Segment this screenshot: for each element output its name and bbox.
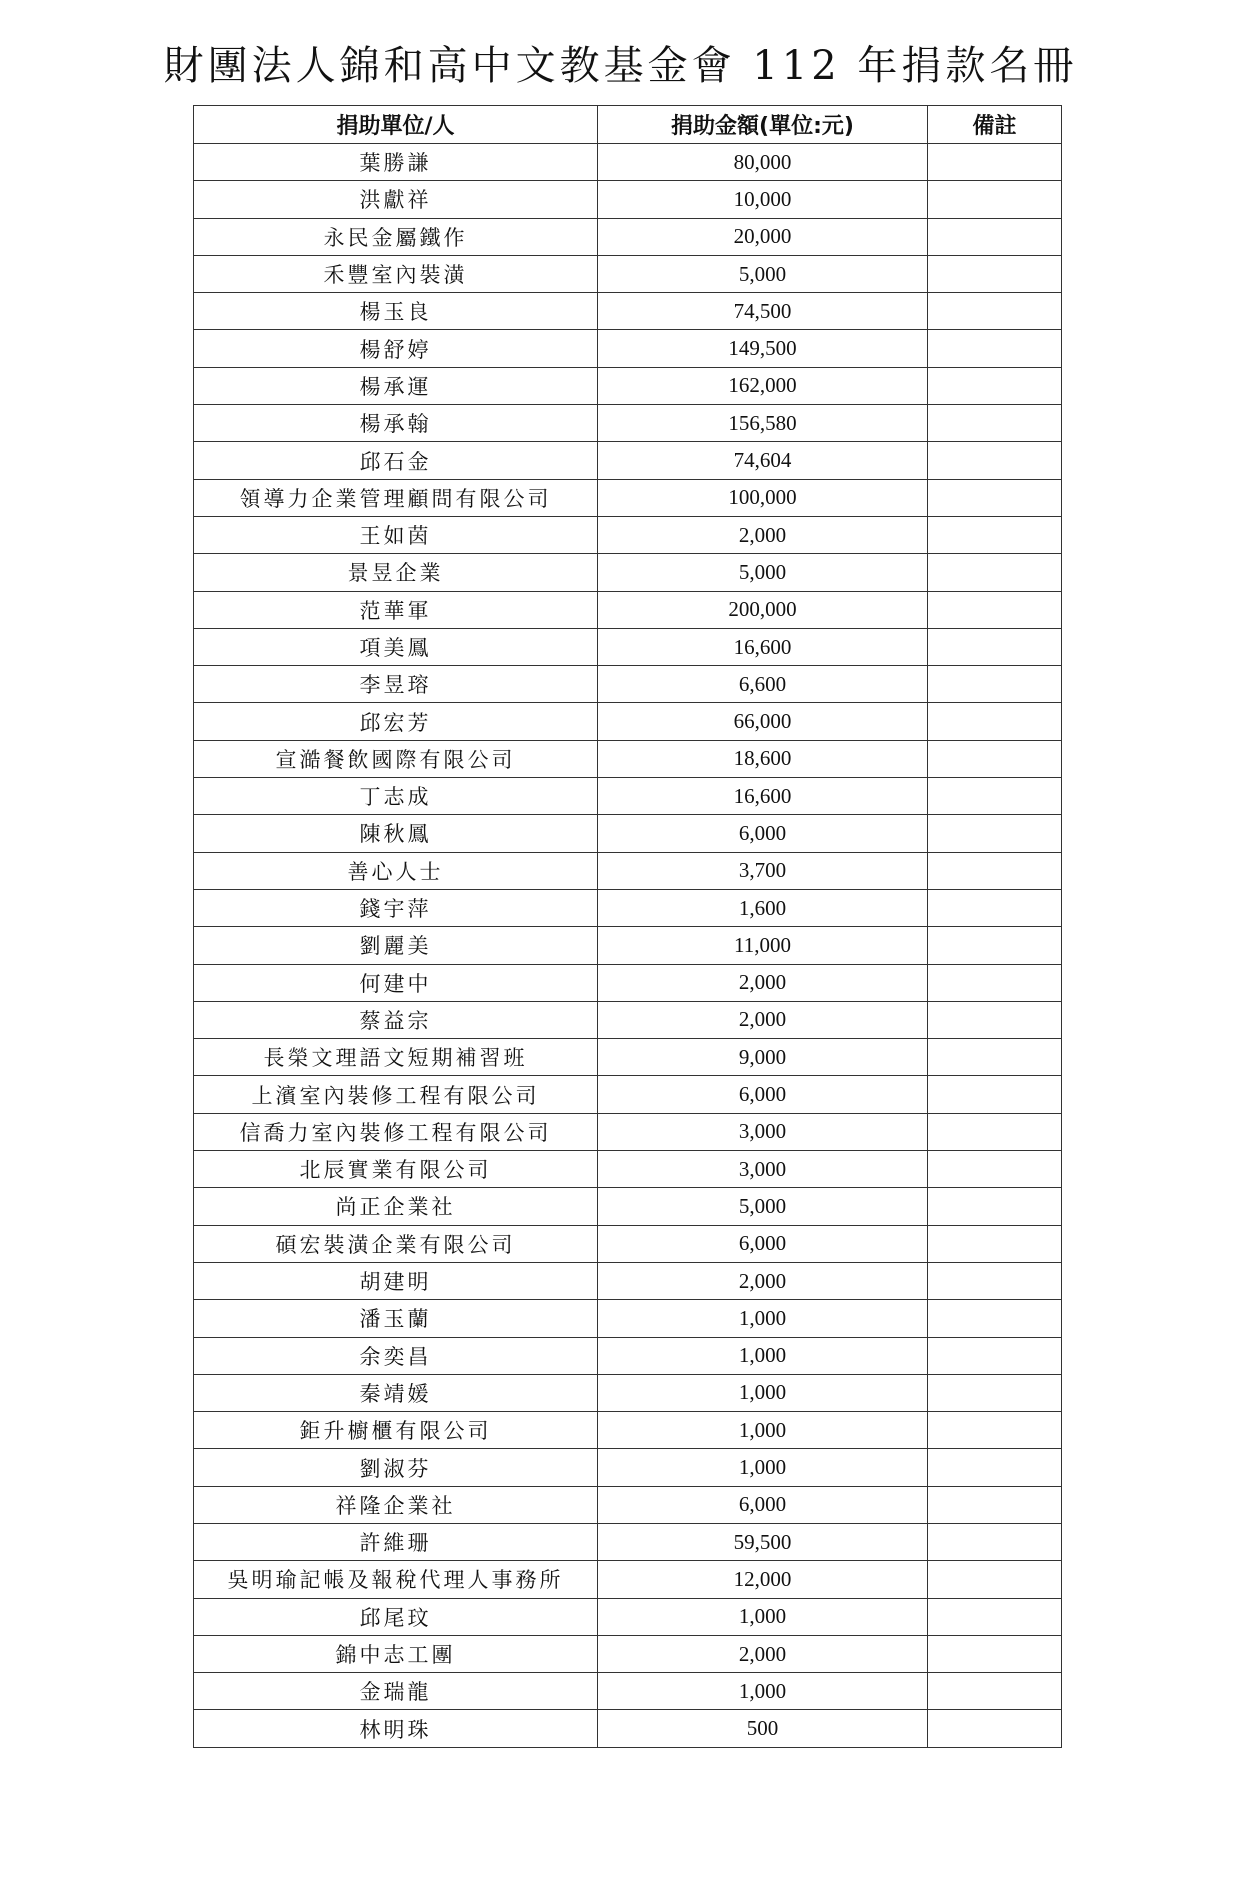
document-title: 財團法人錦和高中文教基金會 112 年捐款名冊	[163, 43, 1078, 89]
amount-cell: 1,600	[598, 889, 928, 926]
note-cell	[928, 1001, 1062, 1038]
note-cell	[928, 666, 1062, 703]
note-cell	[928, 479, 1062, 516]
table-row	[194, 554, 1062, 591]
header-note: 備註	[928, 106, 1062, 144]
amount-cell: 3,700	[598, 852, 928, 889]
table-row	[194, 1412, 1062, 1449]
note-cell	[928, 1635, 1062, 1672]
table-row	[194, 1151, 1062, 1188]
amount-cell: 74,500	[598, 293, 928, 330]
donor-cell: 范華軍	[194, 591, 598, 628]
note-cell	[928, 255, 1062, 292]
note-cell	[928, 405, 1062, 442]
table-row	[194, 964, 1062, 1001]
table-row	[194, 889, 1062, 926]
table-row	[194, 367, 1062, 404]
table-row	[194, 703, 1062, 740]
donor-cell: 吳明瑜記帳及報稅代理人事務所	[194, 1561, 598, 1598]
note-cell	[928, 778, 1062, 815]
donor-cell: 丁志成	[194, 778, 598, 815]
donor-cell: 葉勝謙	[194, 144, 598, 181]
note-cell	[928, 1225, 1062, 1262]
donor-cell: 景昱企業	[194, 554, 598, 591]
note-cell	[928, 1076, 1062, 1113]
amount-cell: 3,000	[598, 1113, 928, 1150]
donor-cell: 領導力企業管理顧問有限公司	[194, 479, 598, 516]
amount-cell: 2,000	[598, 1001, 928, 1038]
donor-cell: 劉淑芬	[194, 1449, 598, 1486]
amount-cell: 6,600	[598, 666, 928, 703]
donor-cell: 許維珊	[194, 1523, 598, 1560]
donor-cell: 信喬力室內裝修工程有限公司	[194, 1113, 598, 1150]
amount-cell: 162,000	[598, 367, 928, 404]
amount-cell: 156,580	[598, 405, 928, 442]
amount-cell: 18,600	[598, 740, 928, 777]
donor-cell: 長榮文理語文短期補習班	[194, 1039, 598, 1076]
table-row	[194, 1635, 1062, 1672]
note-cell	[928, 218, 1062, 255]
amount-cell: 66,000	[598, 703, 928, 740]
donor-cell: 禾豐室內裝潢	[194, 255, 598, 292]
note-cell	[928, 1188, 1062, 1225]
amount-cell: 2,000	[598, 1262, 928, 1299]
note-cell	[928, 330, 1062, 367]
donor-cell: 邱宏芳	[194, 703, 598, 740]
note-cell	[928, 1039, 1062, 1076]
amount-cell: 10,000	[598, 181, 928, 218]
amount-cell: 1,000	[598, 1449, 928, 1486]
donor-cell: 陳秋鳳	[194, 815, 598, 852]
donor-cell: 劉麗美	[194, 927, 598, 964]
amount-cell: 1,000	[598, 1374, 928, 1411]
donor-cell: 錢宇萍	[194, 889, 598, 926]
donor-cell: 王如茵	[194, 516, 598, 553]
table-row	[194, 1188, 1062, 1225]
table-row	[194, 1673, 1062, 1710]
header-donor: 捐助單位/人	[194, 106, 598, 144]
donor-cell: 永民金屬鐵作	[194, 218, 598, 255]
note-cell	[928, 144, 1062, 181]
amount-cell: 2,000	[598, 1635, 928, 1672]
amount-cell: 11,000	[598, 927, 928, 964]
donor-cell: 何建中	[194, 964, 598, 1001]
table-row	[194, 740, 1062, 777]
note-cell	[928, 1710, 1062, 1747]
table-row	[194, 181, 1062, 218]
note-cell	[928, 293, 1062, 330]
donor-cell: 錦中志工團	[194, 1635, 598, 1672]
donor-cell: 宣澔餐飲國際有限公司	[194, 740, 598, 777]
note-cell	[928, 889, 1062, 926]
donation-table	[193, 105, 1062, 1748]
amount-cell: 59,500	[598, 1523, 928, 1560]
donor-cell: 楊舒婷	[194, 330, 598, 367]
donor-cell: 金瑞龍	[194, 1673, 598, 1710]
note-cell	[928, 591, 1062, 628]
table-row	[194, 330, 1062, 367]
table-row	[194, 1300, 1062, 1337]
donor-cell: 李昱瑢	[194, 666, 598, 703]
donor-cell: 鉅升櫥櫃有限公司	[194, 1412, 598, 1449]
amount-cell: 9,000	[598, 1039, 928, 1076]
table-body	[194, 144, 1062, 1748]
note-cell	[928, 1113, 1062, 1150]
note-cell	[928, 1300, 1062, 1337]
donor-cell: 邱石金	[194, 442, 598, 479]
donor-cell: 邱尾玟	[194, 1598, 598, 1635]
table-row	[194, 1374, 1062, 1411]
note-cell	[928, 740, 1062, 777]
note-cell	[928, 1412, 1062, 1449]
donor-cell: 余奕昌	[194, 1337, 598, 1374]
note-cell	[928, 516, 1062, 553]
note-cell	[928, 1337, 1062, 1374]
table-row	[194, 927, 1062, 964]
donor-cell: 善心人士	[194, 852, 598, 889]
table-row	[194, 1598, 1062, 1635]
amount-cell: 3,000	[598, 1151, 928, 1188]
amount-cell: 12,000	[598, 1561, 928, 1598]
amount-cell: 1,000	[598, 1598, 928, 1635]
amount-cell: 100,000	[598, 479, 928, 516]
amount-cell: 20,000	[598, 218, 928, 255]
table-row	[194, 255, 1062, 292]
table-row	[194, 479, 1062, 516]
table-row	[194, 1449, 1062, 1486]
amount-cell: 1,000	[598, 1412, 928, 1449]
donor-cell: 上濱室內裝修工程有限公司	[194, 1076, 598, 1113]
table-row	[194, 591, 1062, 628]
table-row	[194, 1486, 1062, 1523]
donor-cell: 楊承翰	[194, 405, 598, 442]
amount-cell: 2,000	[598, 516, 928, 553]
note-cell	[928, 1486, 1062, 1523]
amount-cell: 6,000	[598, 1225, 928, 1262]
amount-cell: 74,604	[598, 442, 928, 479]
note-cell	[928, 367, 1062, 404]
header-row	[194, 106, 1062, 144]
table-row	[194, 218, 1062, 255]
table-header	[194, 106, 1062, 144]
table-row	[194, 666, 1062, 703]
note-cell	[928, 1374, 1062, 1411]
table-row	[194, 405, 1062, 442]
amount-cell: 80,000	[598, 144, 928, 181]
amount-cell: 1,000	[598, 1673, 928, 1710]
note-cell	[928, 442, 1062, 479]
donor-cell: 碩宏裝潢企業有限公司	[194, 1225, 598, 1262]
note-cell	[928, 703, 1062, 740]
note-cell	[928, 964, 1062, 1001]
amount-cell: 1,000	[598, 1337, 928, 1374]
amount-cell: 200,000	[598, 591, 928, 628]
amount-cell: 5,000	[598, 554, 928, 591]
amount-cell: 6,000	[598, 1486, 928, 1523]
note-cell	[928, 1598, 1062, 1635]
note-cell	[928, 1561, 1062, 1598]
donor-cell: 項美鳳	[194, 628, 598, 665]
donor-cell: 尚正企業社	[194, 1188, 598, 1225]
note-cell	[928, 181, 1062, 218]
amount-cell: 16,600	[598, 778, 928, 815]
note-cell	[928, 1523, 1062, 1560]
note-cell	[928, 927, 1062, 964]
donor-cell: 蔡益宗	[194, 1001, 598, 1038]
amount-cell: 2,000	[598, 964, 928, 1001]
amount-cell: 5,000	[598, 1188, 928, 1225]
note-cell	[928, 815, 1062, 852]
amount-cell: 6,000	[598, 1076, 928, 1113]
table-row	[194, 1225, 1062, 1262]
table-row	[194, 1113, 1062, 1150]
donor-cell: 楊玉良	[194, 293, 598, 330]
amount-cell: 1,000	[598, 1300, 928, 1337]
table-row	[194, 1076, 1062, 1113]
amount-cell: 16,600	[598, 628, 928, 665]
amount-cell: 149,500	[598, 330, 928, 367]
donor-cell: 秦靖媛	[194, 1374, 598, 1411]
note-cell	[928, 852, 1062, 889]
note-cell	[928, 628, 1062, 665]
note-cell	[928, 1151, 1062, 1188]
table-row	[194, 1337, 1062, 1374]
note-cell	[928, 1449, 1062, 1486]
donor-cell: 林明珠	[194, 1710, 598, 1747]
donor-cell: 北辰實業有限公司	[194, 1151, 598, 1188]
table-row	[194, 293, 1062, 330]
donor-cell: 祥隆企業社	[194, 1486, 598, 1523]
amount-cell: 500	[598, 1710, 928, 1747]
table-row	[194, 1262, 1062, 1299]
table-row	[194, 1523, 1062, 1560]
note-cell	[928, 1673, 1062, 1710]
note-cell	[928, 1262, 1062, 1299]
table-row	[194, 778, 1062, 815]
header-amount: 捐助金額(單位:元)	[598, 106, 928, 144]
table-row	[194, 1001, 1062, 1038]
table-row	[194, 1710, 1062, 1747]
donor-cell: 潘玉蘭	[194, 1300, 598, 1337]
donor-cell: 胡建明	[194, 1262, 598, 1299]
table-row	[194, 852, 1062, 889]
amount-cell: 5,000	[598, 255, 928, 292]
amount-cell: 6,000	[598, 815, 928, 852]
table-row	[194, 144, 1062, 181]
table-row	[194, 1561, 1062, 1598]
table-row	[194, 628, 1062, 665]
table-row	[194, 815, 1062, 852]
table-row	[194, 1039, 1062, 1076]
table-row	[194, 442, 1062, 479]
note-cell	[928, 554, 1062, 591]
donor-cell: 楊承運	[194, 367, 598, 404]
donor-cell: 洪獻祥	[194, 181, 598, 218]
table-row	[194, 516, 1062, 553]
